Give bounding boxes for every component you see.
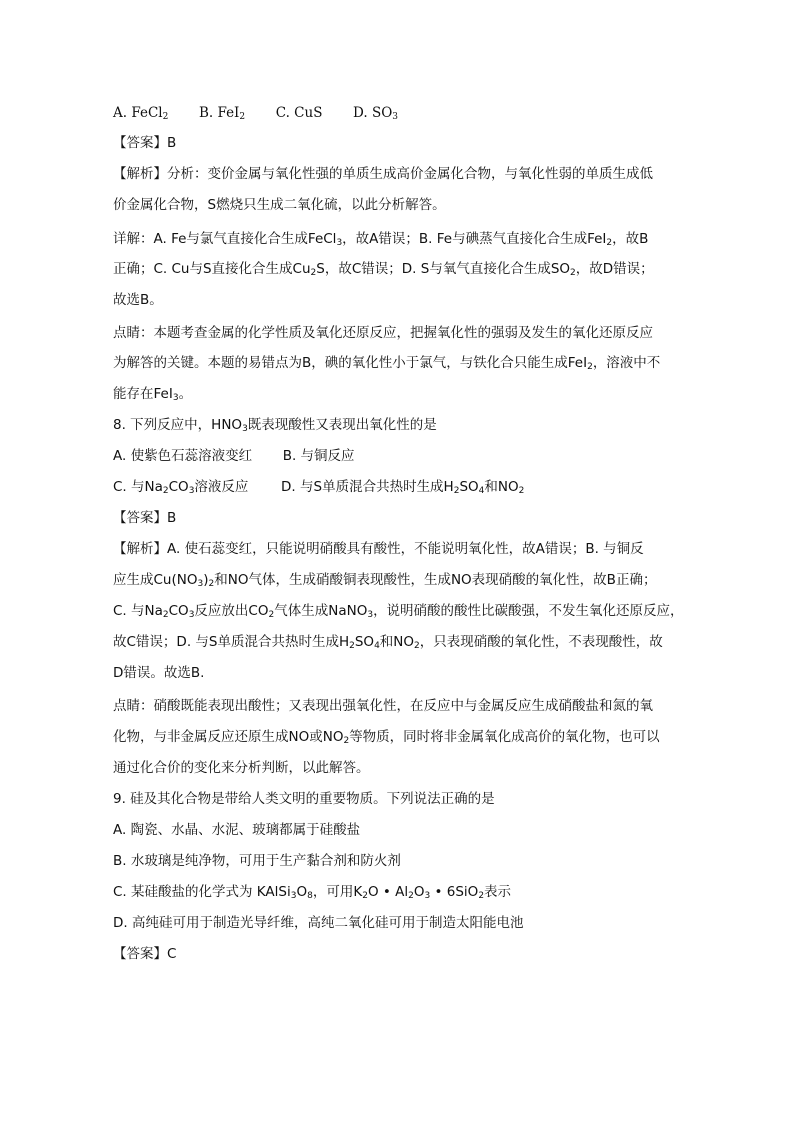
q9-option-d: D. 高纯硅可用于制造光导纤维，高纯二氧化硅可用于制造太阳能电池 [113, 915, 524, 931]
q8-analysis-line: D错误。故选B. [113, 665, 205, 681]
q7-options [113, 103, 683, 123]
q7-analysis-line: 价金属化合物，S燃烧只生成二氧化硫，以此分析解答。 [113, 197, 446, 213]
q8-analysis-line: 故C错误；D. 与S单质混合共热时生成$H_2SO_4$和$NO_2$，只表现硝酸的氧化性，不表现酸性，故 [113, 634, 663, 651]
q9-option-c: C. 某硅酸盐的化学式为 $KAlSi_3O_8$，可用$K_2O$ • $Al_2O_3$ • 6SiO$_2$表示 [113, 884, 512, 901]
q9-option-a: A. 陶瓷、水晶、水泥、玻璃都属于硅酸盐 [113, 822, 361, 838]
q7-answer: 【答案】B [113, 135, 177, 151]
q8-option-b: B. 与铜反应 [282, 448, 355, 464]
q8-analysis-line: C. 与$Na_2CO_3$反应放出$CO_2$气体生成NaNO$_3$，说明硝酸的酸性比碳酸强，不发生氧化还原反应， [113, 603, 684, 620]
q9-stem: 9. 硅及其化合物是带给人类文明的重要物质。下列说法正确的是 [113, 791, 495, 807]
q8-comment-line: 通过化合价的变化来分析判断，以此解答。 [113, 760, 370, 776]
q7-detail-line: 详解：A. Fe与氯气直接化合生成FeCl$_3$，故A错误；B. Fe与碘蒸气直接化合生成FeI$_2$，故B [113, 231, 649, 248]
q8-answer: 【答案】B [113, 510, 177, 526]
q7-option-d: D. $SO_3$ [353, 105, 399, 122]
q7-comment-line: 点睛：本题考查金属的化学性质及氧化还原反应，把握氧化性的强弱及发生的氧化还原反应 [113, 325, 653, 341]
q7-option-b: B. FeI$_2$ [198, 105, 246, 122]
q8-option-c: C. 与$Na_2CO_3$溶液反应 [113, 479, 249, 496]
q7-detail-line: 正确；C. Cu与S直接化合生成$Cu_2S$，故C错误；D. S与氧气直接化合生成$SO_2$，故D错误； [113, 261, 654, 278]
q8-analysis-line: 【解析】A. 使石蕊变红，只能说明硝酸具有酸性，不能说明氧化性，故A错误；B. 与铜反 [113, 541, 644, 557]
q8-option-d: D. 与S单质混合共热时生成$H_2SO_4$和$NO_2$ [281, 479, 525, 496]
q7-comment-line: 能存在FeI$_3$。 [113, 386, 193, 403]
q7-option-c: C. CuS [275, 105, 323, 121]
q8-comment-line: 化物，与非金属反应还原生成NO或$NO_2$等物质，同时将非金属氧化成高价的氧化物，也可以 [113, 729, 660, 746]
q8-option-a: A. 使紫色石蕊溶液变红 [113, 448, 253, 464]
q7-option-a: A. FeCl$_2$ [113, 105, 169, 122]
q8-comment-line: 点睛：硝酸既能表现出酸性；又表现出强氧化性，在反应中与金属反应生成硝酸盐和氮的氧 [113, 698, 653, 714]
q8-options-cd [113, 477, 683, 497]
q7-comment-line: 为解答的关键。本题的易错点为B，碘的氧化性小于氯气，与铁化合只能生成FeI$_2$，溶液中不 [113, 355, 661, 372]
q7-detail-line: 故选B。 [113, 292, 163, 308]
q7-analysis-line: 【解析】分析：变价金属与氧化性强的单质生成高价金属化合物，与氧化性弱的单质生成低 [113, 166, 653, 182]
q8-stem: 8. 下列反应中，$HNO_3$既表现酸性又表现出氧化性的是 [113, 417, 437, 434]
q8-options-ab [113, 446, 683, 466]
q9-option-b: B. 水玻璃是纯净物，可用于生产黏合剂和防火剂 [113, 853, 401, 869]
q8-analysis-line: 应生成$Cu(NO_3)_2$和NO气体，生成硝酸铜表现酸性，生成NO表现硝酸的氧化性，故B正确； [113, 572, 657, 589]
q9-answer: 【答案】C [113, 946, 177, 962]
